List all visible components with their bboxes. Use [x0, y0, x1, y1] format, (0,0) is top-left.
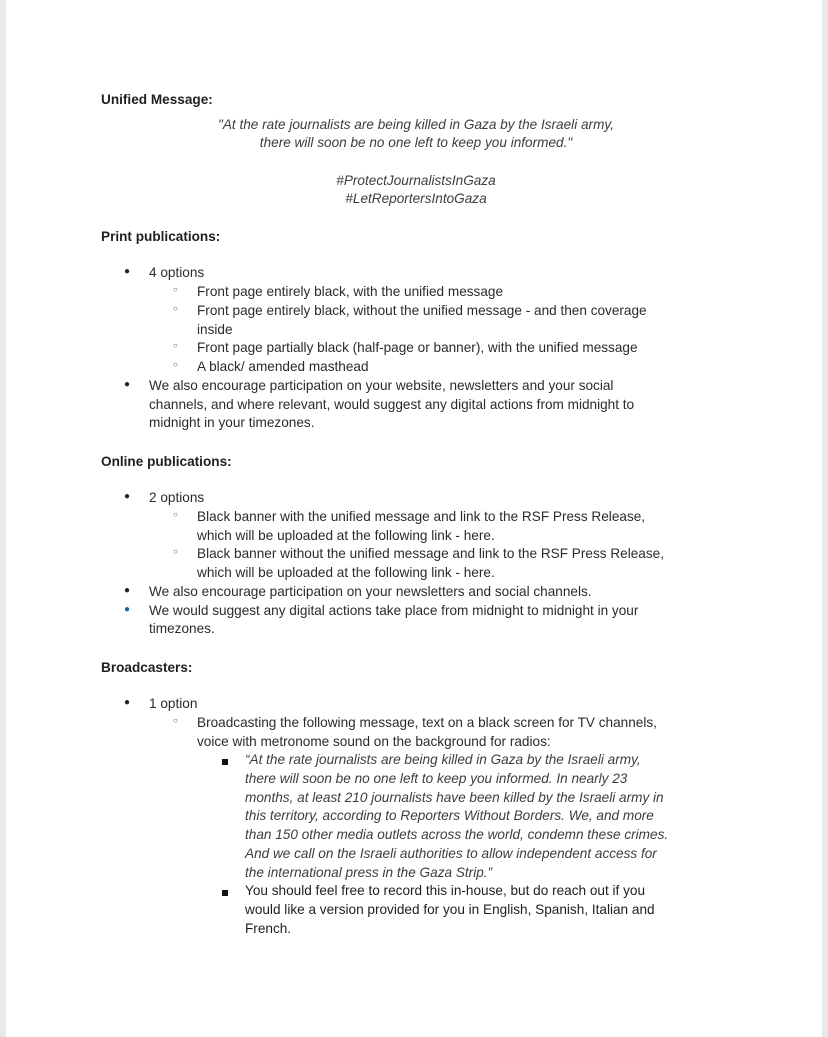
- circle-bullet-icon: ○: [173, 341, 178, 350]
- document-page: [6, 0, 822, 1037]
- online-suggest-line: We would suggest any digital actions take place from midnight to midnight in your: [149, 603, 639, 618]
- broadcast-message-line: months, at least 210 journalists have been killed by the Israeli army in: [245, 790, 664, 805]
- bullet-icon: ●: [124, 379, 131, 390]
- broadcast-note-line: would like a version provided for you in English, Spanish, Italian and: [245, 902, 655, 917]
- broadcast-message-line: “At the rate journalists are being killed in Gaza by the Israeli army,: [245, 752, 641, 767]
- online-option-item: Black banner without the unified message and link to the RSF Press Release,: [197, 546, 664, 561]
- print-encourage-line: channels, and where relevant, would suggest any digital actions from midnight to: [149, 397, 635, 412]
- online-option-item: Black banner with the unified message and link to the RSF Press Release,: [197, 509, 646, 524]
- square-bullet-icon: [222, 759, 228, 765]
- bullet-icon: ●: [124, 697, 131, 708]
- circle-bullet-icon: ○: [173, 716, 178, 725]
- online-option-item-cont: which will be uploaded at the following link - here.: [197, 528, 495, 543]
- bullet-icon: ●: [124, 585, 131, 596]
- broadcast-note-line: French.: [245, 921, 292, 936]
- online-option-item-cont: which will be uploaded at the following link - here.: [197, 565, 495, 580]
- unified-quote-line: "At the rate journalists are being killed in Gaza by the Israeli army,: [218, 117, 614, 132]
- unified-quote-line: there will soon be no one left to keep you informed.": [259, 135, 573, 150]
- broadcast-option-item-cont: voice with metronome sound on the background for radios:: [197, 734, 551, 749]
- circle-bullet-icon: ○: [173, 285, 178, 294]
- broadcast-message-line: there will soon be no one left to keep you informed. In nearly 23: [245, 771, 628, 786]
- square-bullet-icon: [222, 890, 228, 896]
- circle-bullet-icon: ○: [173, 547, 178, 556]
- print-options-label: 4 options: [149, 265, 205, 280]
- print-option-item-cont: inside: [197, 322, 233, 337]
- online-options-label: 2 options: [149, 490, 205, 505]
- online-suggest-line: timezones.: [149, 621, 215, 636]
- unified-message-heading: Unified Message:: [101, 92, 213, 107]
- broadcast-note-line: You should feel free to record this in-house, but do reach out if you: [245, 883, 646, 898]
- broadcast-message-line: this territory, according to Reporters Without Borders. We, and more: [245, 808, 654, 823]
- print-publications-heading: Print publications:: [101, 229, 221, 244]
- broadcasters-options-label: 1 option: [149, 696, 198, 711]
- print-encourage-line: We also encourage participation on your website, newsletters and your social: [149, 378, 614, 393]
- bullet-icon: ●: [124, 604, 131, 615]
- hashtag-let-reporters: #LetReportersIntoGaza: [345, 191, 487, 206]
- broadcasters-heading: Broadcasters:: [101, 660, 193, 675]
- online-publications-heading: Online publications:: [101, 454, 232, 469]
- print-option-item: Front page partially black (half-page or banner), with the unified message: [197, 340, 638, 355]
- print-encourage-line: midnight in your timezones.: [149, 415, 315, 430]
- print-option-item: Front page entirely black, with the unified message: [197, 284, 504, 299]
- online-encourage-line: We also encourage participation on your newsletters and social channels.: [149, 584, 592, 599]
- broadcast-message-line: And we call on the Israeli authorities to allow independent access for: [245, 846, 657, 861]
- broadcast-message-line: the international press in the Gaza Strip.”: [245, 865, 493, 880]
- broadcast-option-item: Broadcasting the following message, text on a black screen for TV channels,: [197, 715, 657, 730]
- bullet-icon: ●: [124, 491, 131, 502]
- print-option-item: Front page entirely black, without the unified message - and then coverage: [197, 303, 647, 318]
- broadcast-message-line: than 150 other media outlets across the world, condemn these crimes.: [245, 827, 669, 842]
- circle-bullet-icon: ○: [173, 510, 178, 519]
- hashtag-protect-journalists: #ProtectJournalistsInGaza: [336, 173, 496, 188]
- circle-bullet-icon: ○: [173, 360, 178, 369]
- print-option-item: A black/ amended masthead: [197, 359, 369, 374]
- bullet-icon: ●: [124, 266, 131, 277]
- circle-bullet-icon: ○: [173, 304, 178, 313]
